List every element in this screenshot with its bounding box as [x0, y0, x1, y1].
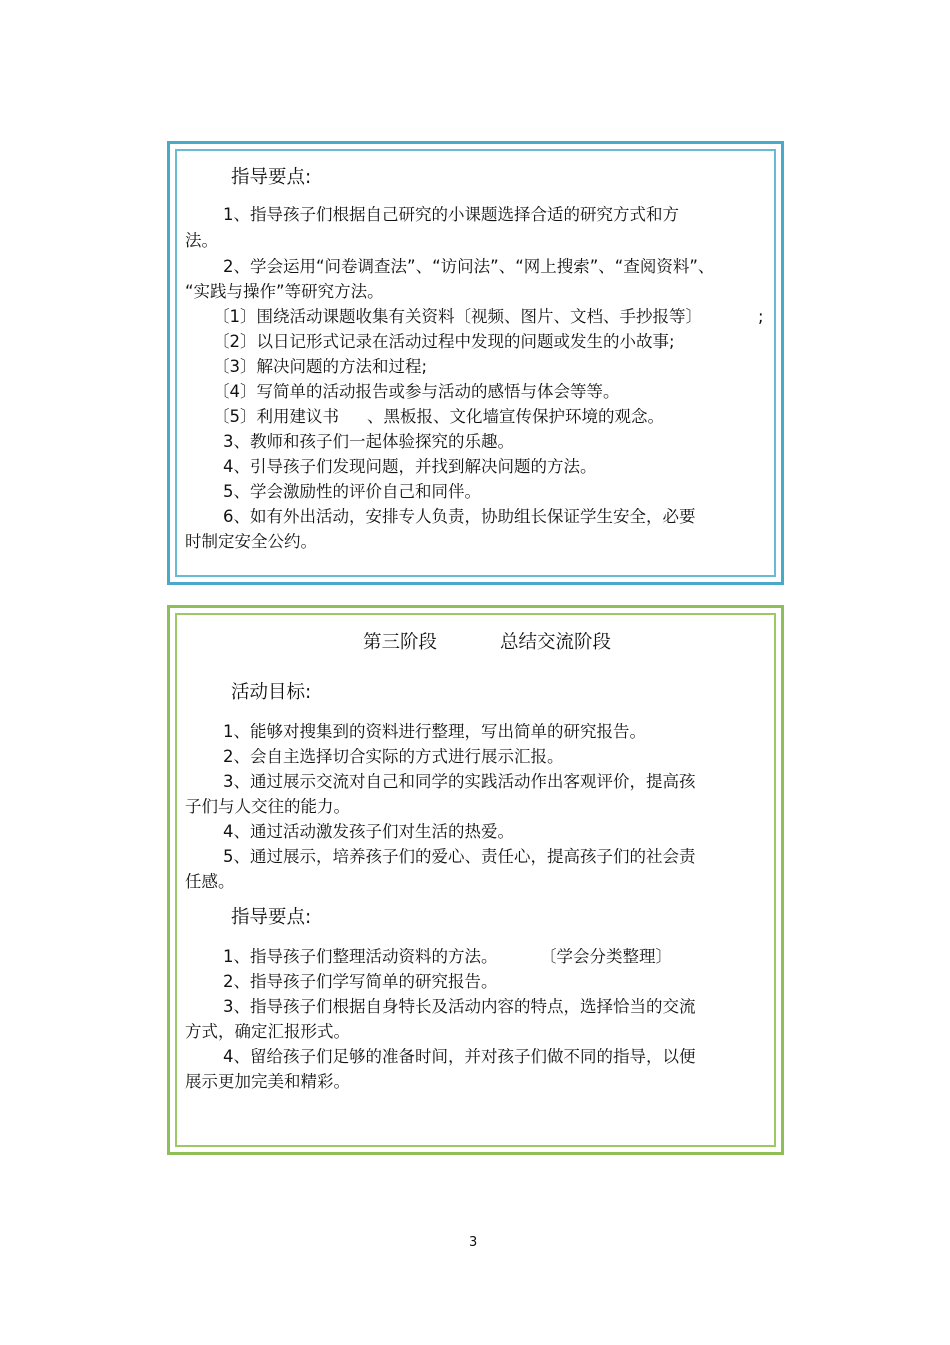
text-line: 法。 — [185, 231, 218, 250]
page-number: 3 — [469, 1235, 478, 1250]
stage-title-right: 总结交流阶段 — [500, 632, 612, 653]
text-line: 2、会自主选择切合实际的方式进行展示汇报。 — [223, 747, 564, 766]
text-line: 时制定安全公约。 — [185, 532, 317, 551]
text-line: 3、教师和孩子们一起体验探究的乐趣。 — [223, 432, 514, 451]
text-line: 4、通过活动激发孩子们对生活的热爱。 — [223, 822, 514, 841]
text-line: 1、能够对搜集到的资料进行整理，写出简单的研究报告。 — [223, 722, 646, 741]
text-line: 1、指导孩子们整理活动资料的方法。 — [223, 947, 498, 966]
text-line: 、黑板报、文化墙宣传保护环境的观念。 — [367, 407, 664, 426]
text-line: “实践与操作”等研究方法。 — [185, 282, 384, 301]
text-line: 子们与人交往的能力。 — [185, 797, 350, 816]
text-line: 〔学会分类整理〕 — [540, 947, 672, 966]
text-line: 6、如有外出活动，安排专人负责，协助组长保证学生安全，必要 — [223, 507, 696, 526]
text-line: 任感。 — [185, 872, 235, 891]
text-line: 2、指导孩子们学写简单的研究报告。 — [223, 972, 498, 991]
text-line: 〔4〕写简单的活动报告或参与活动的感悟与体会等等。 — [213, 382, 620, 401]
text-line: 2、学会运用“问卷调查法”、“访问法”、“网上搜索”、“查阅资料”、 — [223, 257, 715, 276]
text-line: 5、通过展示，培养孩子们的爱心、责任心，提高孩子们的社会责 — [223, 847, 696, 866]
text-line: 4、留给孩子们足够的准备时间，并对孩子们做不同的指导，以便 — [223, 1047, 696, 1066]
text-line: 展示更加完美和精彩。 — [185, 1072, 350, 1091]
text-line: 〔5〕利用建议书 — [213, 407, 339, 426]
text-line: ; — [758, 307, 764, 326]
text-line: 4、引导孩子们发现问题，并找到解决问题的方法。 — [223, 457, 597, 476]
text-line: 1、指导孩子们根据自己研究的小课题选择合适的研究方式和方 — [223, 205, 679, 224]
text-line: 方式，确定汇报形式。 — [185, 1022, 350, 1041]
section-heading: 指导要点: — [231, 167, 312, 188]
goals-heading: 活动目标: — [231, 682, 312, 703]
stage-title-left: 第三阶段 — [363, 632, 438, 653]
text-line: 〔1〕围绕活动课题收集有关资料〔视频、图片、文档、手抄报等〕 — [213, 307, 702, 326]
text-line: 3、指导孩子们根据自身特长及活动内容的特点，选择恰当的交流 — [223, 997, 696, 1016]
text-line: 5、学会激励性的评价自己和同伴。 — [223, 482, 481, 501]
text-line: 〔2〕以日记形式记录在活动过程中发现的问题或发生的小故事; — [213, 332, 675, 351]
text-line: 〔3〕解决问题的方法和过程; — [213, 357, 428, 376]
guide-heading: 指导要点: — [231, 907, 312, 928]
text-line: 3、通过展示交流对自己和同学的实践活动作出客观评价，提高孩 — [223, 772, 696, 791]
